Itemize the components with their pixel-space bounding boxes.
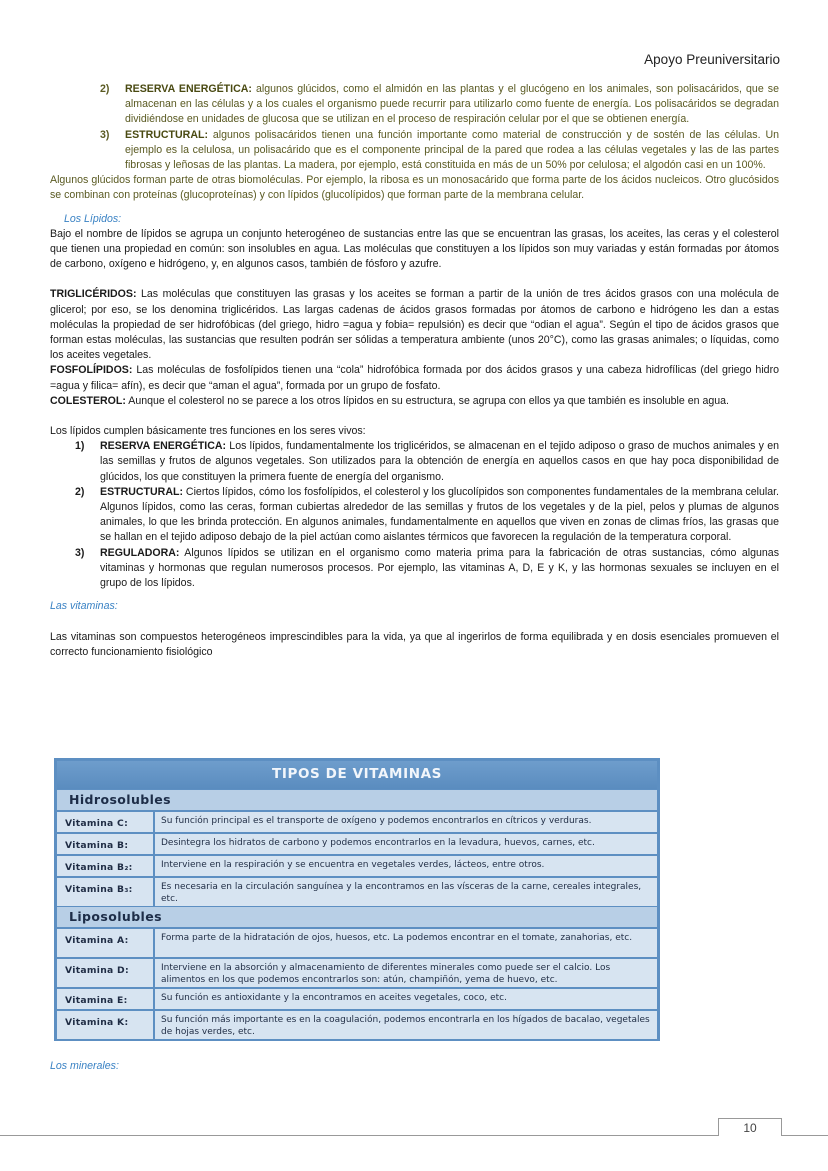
vitaminas-intro: Las vitaminas son compuestos heterogéneos imprescindibles para la vida, ya que al ingerirlos de forma equilibrada y en dosis esenciales promueven el correcto funcionamiento fisiológico <box>50 630 779 658</box>
list-number: 3) <box>75 546 85 559</box>
vitamin-description: Es necesaria en la circulación sanguínea y la encontramos en las vísceras de la carne, cereales integrales, etc. <box>155 878 657 906</box>
vitamin-description: Su función principal es el transporte de oxígeno y podemos encontrarlos en cítricos y verduras. <box>155 812 657 832</box>
vitamin-name: Vitamina B: <box>57 834 153 854</box>
fosfolipidos-paragraph <box>50 363 779 393</box>
table-row <box>57 929 657 957</box>
term-text: Las moléculas de fosfolípidos tienen una “cola” hidrofóbica formada por dos ácidos grasos y una cabeza hidrofílicas (del griego hidro =agua y filica= afín), es decir que “aman el agua”, formada por un grupo de fosfato. <box>50 364 779 392</box>
term-text: Las moléculas que constituyen las grasas y los aceites se forman a partir de la unión de tres ácidos grasos con una molécula de glicerol; por eso, se los denomina triglicéridos. Las largas cadenas de ácidos grasos formadas por átomos de carbono e hidrógeno les dan a estas moléculas la propiedad de ser hidrofóbicas (del griego, hidro =agua y fobia= repulsión) es decir que “odian el agua”. Según el tipo de ácidos grasos que forman estas moléculas, las sustancias que resulten podrán ser sólidas a temperatura ambiente (unos 20°C), como las grasas animales; o líquidas, como los aceites vegetales. <box>50 288 779 362</box>
list-item-title: RESERVA ENERGÉTICA: <box>125 83 252 95</box>
glucidos-functions-list <box>100 82 779 173</box>
vitamin-name: Vitamina K: <box>57 1011 153 1039</box>
list-item-title: ESTRUCTURAL: <box>100 485 183 498</box>
vitamin-description: Su función más importante es en la coagulación, podemos encontrarla en los hígados de bacalao, vegetales de hojas verdes, etc. <box>155 1011 657 1039</box>
section-heading-minerales: Los minerales: <box>50 1060 119 1072</box>
table-row <box>57 878 657 906</box>
page-number: 10 <box>718 1118 782 1136</box>
funciones-intro: Los lípidos cumplen básicamente tres funciones en los seres vivos: <box>50 425 366 438</box>
list-body <box>100 485 779 546</box>
lipidos-functions-list <box>75 439 779 591</box>
list-item <box>75 485 779 546</box>
vitamin-name: Vitamina C: <box>57 812 153 832</box>
term-text: Aunque el colesterol no se parece a los otros lípidos en su estructura, se agrupa con ellos ya que también es insoluble en agua. <box>125 394 729 407</box>
list-item-title: ESTRUCTURAL: <box>125 128 208 141</box>
document-body <box>50 82 779 660</box>
page-header-title: Apoyo Preuniversitario <box>644 52 780 67</box>
list-body <box>100 439 779 485</box>
list-item <box>75 546 779 592</box>
vitamin-description: Desintegra los hidratos de carbono y podemos encontrarlos en la levadura, huevos, carnes, etc. <box>155 834 657 854</box>
list-item-text: algunos glúcidos, como el almidón en las plantas y el glucógeno en los animales, son polisacáridos, que se almacenan en las células y a los cuales el organismo puede recurrir para utilizarlo como fuente de energía. Los polisacáridos se degradan dividiéndose en unidades de glucosa que se utilizan en el proceso de respiración celular por el que se obtienen energía. <box>125 83 779 126</box>
list-item <box>100 128 779 174</box>
table-row <box>57 1011 657 1039</box>
list-item-text: algunos polisacáridos tienen una función importante como material de construcción y de sostén de las células. Un ejemplo es la celulosa, un polisacárido que es el componente principal de la pared que rodea a las células vegetales y las de las partes fibrosas y leñosas de las plantas. La madera, por ejemplo, está constituida en más de un 50% por celulosa; el algodón casi en un 100%. <box>125 128 779 172</box>
list-number: 1) <box>75 440 85 453</box>
list-number: 3) <box>100 128 110 141</box>
list-item-text: Ciertos lípidos, cómo los fosfolípidos, el colesterol y los glucolípidos son componentes fundamentales de la membrana celular. Algunos lípidos, como las ceras, forman cubiertas alrededor de las semillas y frutos de los vegetales y de la piel, pelos y plumas de algunos animales, lo que les brinda protección. En algunos animales, fundamentalmente en aquellos que viven en zonas de climas fríos, las grasas que se hallan en el tejido adiposo debajo de la piel actúan como aislantes térmicos que favorecen la regulación de la temperatura corporal. <box>100 485 779 544</box>
footer-rule <box>0 1135 828 1136</box>
list-item <box>100 82 779 128</box>
table-row <box>57 812 657 832</box>
vitamin-description: Interviene en la absorción y almacenamiento de diferentes minerales como puede ser el calcio. Los alimentos en los que podemos encontrarlos son: atún, champiñón, yema de huevo, etc. <box>155 959 657 987</box>
vitamin-types-table <box>54 758 660 1041</box>
glucidos-note: Algunos glúcidos forman parte de otras biomoléculas. Por ejemplo, la ribosa es un monosacárido que forma parte de los ácidos nucleicos. Otro glucósidos se combinan con proteínas (glucoproteínas) y con lípidos (glucolípidos) que forman parte de la membrana celular. <box>50 174 779 202</box>
vitamin-name: Vitamina A: <box>57 929 153 957</box>
vitamin-name: Vitamina D: <box>57 959 153 987</box>
vitamin-description: Su función es antioxidante y la encontramos en aceites vegetales, coco, etc. <box>155 989 657 1009</box>
list-item-text: Algunos lípidos se utilizan en el organismo como materia prima para la fabricación de otras sustancias, cómo algunas vitaminas y hormonas que regulan numerosos procesos. Por ejemplo, las vitaminas A, D, E y K, y las hormonas sexuales se incluyen en el grupo de los lípidos. <box>100 546 779 590</box>
lipidos-intro: Bajo el nombre de lípidos se agrupa un conjunto heterogéneo de sustancias entre las que se encuentran las grasas, los aceites, las ceras y el colesterol que tienen una propiedad en común: son insolubles en agua. Las moléculas que constituyen a los lípidos son muy variadas y están formadas por átomos de carbono, oxígeno e hidrógeno, y, en algunos casos, también de fósforo y azufre. <box>50 227 779 271</box>
term-label: COLESTEROL: <box>50 394 126 407</box>
colesterol-paragraph <box>50 394 779 409</box>
table-group-header: Liposolubles <box>57 907 657 927</box>
table-title: TIPOS DE VITAMINAS <box>57 761 657 789</box>
table-group-header: Hidrosolubles <box>57 790 657 810</box>
vitamin-description: Forma parte de la hidratación de ojos, huesos, etc. La podemos encontrar en el tomate, zanahorias, etc. <box>155 929 657 957</box>
term-label: FOSFOLÍPIDOS: <box>50 364 133 377</box>
section-heading-vitaminas: Las vitaminas: <box>50 600 118 613</box>
trigliceridos-paragraph <box>50 287 779 363</box>
vitamin-description: Interviene en la respiración y se encuentra en vegetales verdes, lácteos, entre otros. <box>155 856 657 876</box>
list-body <box>125 82 779 128</box>
list-body <box>100 546 779 592</box>
term-label: TRIGLICÉRIDOS: <box>50 288 137 301</box>
table-row <box>57 959 657 987</box>
list-item <box>75 439 779 485</box>
vitamin-name: Vitamina E: <box>57 989 153 1009</box>
list-item-title: REGULADORA: <box>100 546 180 559</box>
table-row <box>57 834 657 854</box>
list-item-title: RESERVA ENERGÉTICA: <box>100 440 227 453</box>
list-body <box>125 128 779 174</box>
table-row <box>57 989 657 1009</box>
list-number: 2) <box>75 485 85 498</box>
table-row <box>57 856 657 876</box>
vitamin-name: Vitamina B₃: <box>57 878 153 906</box>
list-number: 2) <box>100 83 110 95</box>
vitamin-name: Vitamina B₂: <box>57 856 153 876</box>
list-item-text: Los lípidos, fundamentalmente los triglicéridos, se almacenan en el tejido adiposo o graso de muchos animales y en las semillas y frutos de algunos vegetales. Son utilizados para la obtención de energía en aquellos casos en que hay poca disponibilidad de glúcidos, los que constituyen la primera fuente de energía del organismo. <box>100 440 779 483</box>
section-heading-lipidos: Los Lípidos: <box>64 212 122 225</box>
